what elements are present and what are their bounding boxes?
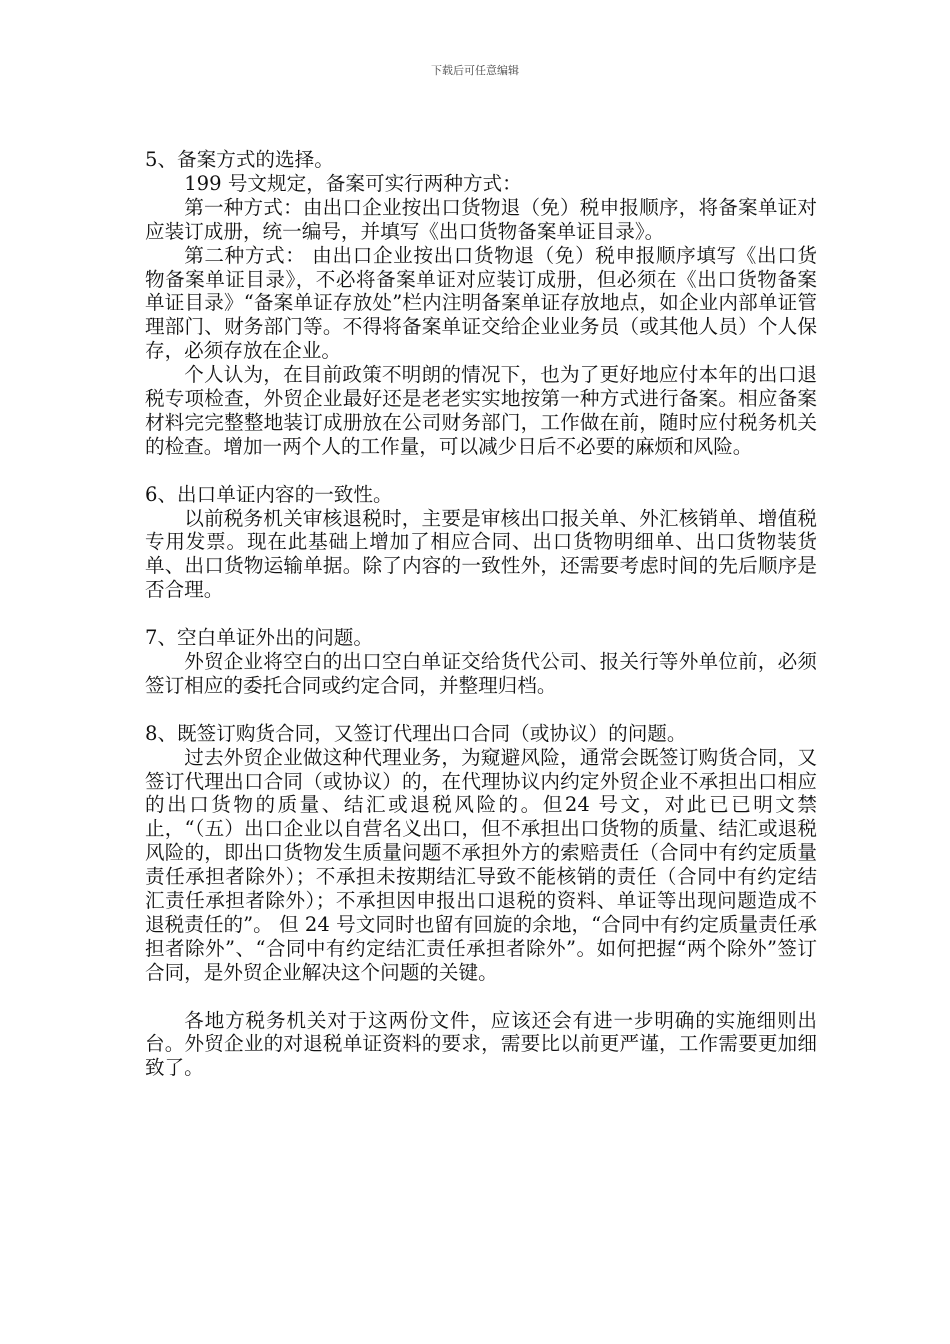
section-8-heading: 8、既签订购货合同，又签订代理出口合同（或协议）的问题。 bbox=[145, 721, 687, 745]
section-gap bbox=[145, 698, 817, 722]
section-6-heading: 6、出口单证内容的一致性。 bbox=[145, 482, 393, 506]
section-gap bbox=[145, 459, 817, 483]
section-8-paragraph-1: 过去外贸企业做这种代理业务，为窥避风险，通常会既签订购货合同，又签订代理出口合同（或协议）的，在代理协议内约定外贸企业不承担出口相应的出口货物的质量、结汇或退税风险的。但24 号文，对此已已明文禁止，“（五）出口企业以自营名义出口，但不承担出口货物的质量、结汇或退税风险的，即出口货物发生质量问题不承担外方的索赔责任（合同中有约定质量责任承担者除外）；不承担未按期结汇导致不能核销的责任（合同中有约定结汇责任承担者除外）；不承担因申报出口退税的资料、单证等出现问题造成不退税责任的”。 但 24 号文同时也留有回旋的余地，“合同中有约定质量责任承担者除外”、“合同中有约定结汇责任承担者除外”。如何把握“两个除外”签订合同，是外贸企业解决这个问题的关键。 bbox=[145, 745, 817, 984]
section-5-paragraph-2: 第一种方式：由出口企业按出口货物退（免）税申报顺序，将备案单证对应装订成册，统一编号，并填写《出口货物备案单证目录》。 bbox=[145, 195, 817, 243]
section-5-paragraph-4: 个人认为，在目前政策不明朗的情况下，也为了更好地应付本年的出口退税专项检查，外贸企业最好还是老老实实地按第一种方式进行备案。相应备案材料完完整整地装订成册放在公司财务部门，工作做在前，随时应付税务机关的检查。增加一两个人的工作量，可以减少日后不必要的麻烦和风险。 bbox=[145, 363, 817, 458]
section-5-paragraph-3: 第二种方式： 由出口企业按出口货物退（免）税申报顺序填写《出口货物备案单证目录》，不必将备案单证对应装订成册，但必须在《出口货物备案单证目录》“备案单证存放处”栏内注明备案单证存放地点，如企业内部单证管理部门、财务部门等。不得将备案单证交给企业业务员（或其他人员）个人保存，必须存放在企业。 bbox=[145, 243, 817, 363]
page-header: 下载后可任意编辑 bbox=[431, 64, 519, 77]
section-6-paragraph-1: 以前税务机关审核退税时，主要是审核出口报关单、外汇核销单、增值税专用发票。现在此基础上增加了相应合同、出口货物明细单、出口货物装货单、出口货物运输单据。除了内容的一致性外，还需要考虑时间的先后顺序是否合理。 bbox=[145, 506, 817, 602]
section-7-heading: 7、空白单证外出的问题。 bbox=[145, 626, 373, 650]
section-7-paragraph-1: 外贸企业将空白的出口空白单证交给货代公司、报关行等外单位前，必须签订相应的委托合同或约定合同，并整理归档。 bbox=[145, 650, 817, 697]
section-5-heading: 5、备案方式的选择。 bbox=[145, 148, 334, 171]
section-5-paragraph-1: 199 号文规定，备案可实行两种方式： bbox=[184, 171, 522, 195]
section-gap bbox=[145, 985, 817, 1009]
document-body bbox=[145, 148, 817, 1080]
closing-paragraph: 各地方税务机关对于这两份文件，应该还会有进一步明确的实施细则出台。外贸企业的对退税单证资料的要求，需要比以前更严谨，工作需要更加细致了。 bbox=[145, 1008, 817, 1080]
section-gap bbox=[145, 602, 817, 626]
